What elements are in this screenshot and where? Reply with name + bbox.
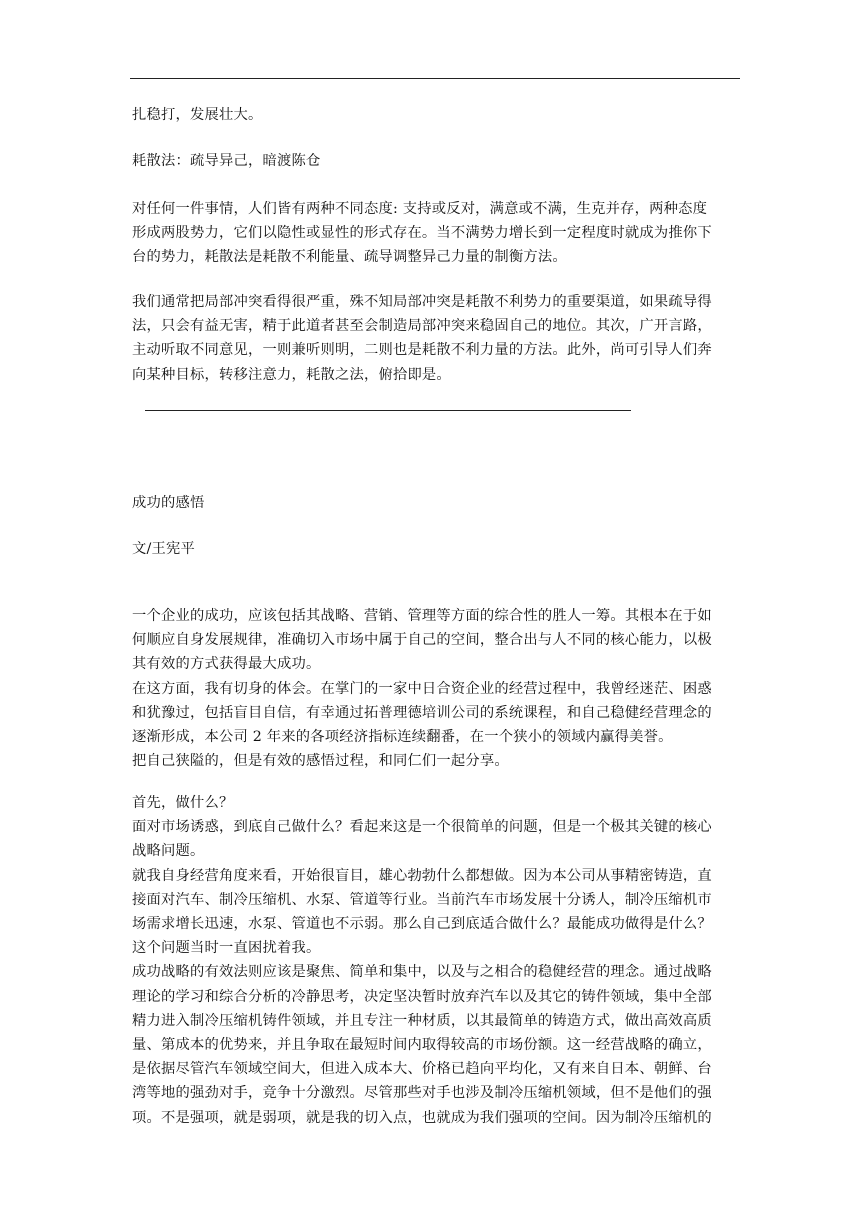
section-divider	[145, 410, 631, 411]
paragraph-dissipation-2	[132, 290, 740, 387]
prev-section-tail	[132, 103, 740, 127]
heading-text: 耗散法：疏导异己，暗渡陈仓	[132, 153, 321, 169]
text-line: 逐渐形成，本公司 2 年来的各项经济指标连续翻番，在一个狭小的领域内赢得美誉。	[132, 729, 673, 746]
text-line: 成功战略的有效法则应该是聚焦、简单和集中，以及与之相合的稳健经营的理念。通过战略	[132, 964, 712, 981]
text-line: 扎稳打，发展壮大。	[132, 107, 263, 123]
text-line: 这个问题当时一直困扰着我。	[132, 940, 321, 957]
text-line: 接面对汽车、制冷压缩机、水泵、管道等行业。当前汽车市场发展十分诱人，制冷压缩机市	[132, 891, 712, 908]
text-line: 台的势力，耗散法是耗散不利能量、疏导调整异己力量的制衡方法。	[132, 249, 567, 266]
article-body	[132, 791, 740, 1130]
text-line: 在这方面，我有切身的体会。在掌门的一家中日合资企业的经营过程中，我曾经迷茫、困惑	[132, 680, 712, 697]
text-line: 理论的学习和综合分析的冷静思考，决定坚决暂时放弃汽车以及其它的铸件领域，集中全部	[132, 988, 712, 1005]
header-rule	[130, 78, 740, 79]
text-line: 首先，做什么？	[132, 795, 234, 811]
text-line: 场需求增长迅速，水泵、管道也不示弱。那么自己到底适合做什么？最能成功做得是什么？	[132, 916, 712, 933]
paragraph-dissipation-1	[132, 197, 740, 270]
text-line: 向某种目标，转移注意力，耗散之法，俯拾即是。	[132, 366, 451, 383]
article-author	[132, 537, 740, 561]
text-line: 何顺应自身发展规律，准确切入市场中属于自己的空间，整合出与人不同的核心能力，以极	[132, 632, 712, 649]
text-line: 主动听取不同意见，一则兼听则明，二则也是耗散不利力量的方法。此外，尚可引导人们奔	[132, 342, 712, 359]
text-line: 把自己狭隘的，但是有效的感悟过程，和同仁们一起分享。	[132, 753, 509, 770]
text-line: 和犹豫过，包括盲目自信，有幸通过拓普理德培训公司的系统课程，和自己稳健经营理念的	[132, 704, 712, 721]
text-line: 是依据尽管汽车领域空间大，但进入成本大、价格已趋向平均化，又有来自日本、朝鲜、台	[132, 1061, 712, 1078]
text-line: 精力进入制冷压缩机铸件领域，并且专注一种材质，以其最简单的铸造方式，做出高效高质	[132, 1012, 712, 1029]
article-title	[132, 491, 740, 515]
text-line: 形成两股势力，它们以隐性或显性的形式存在。当不满势力增长到一定程度时就成为推你下	[132, 225, 712, 242]
title-text: 成功的感悟	[132, 495, 205, 511]
text-line: 法，只会有益无害，精于此道者甚至会制造局部冲突来稳固自己的地位。其次，广开言路，	[132, 318, 712, 335]
text-line: 其有效的方式获得最大成功。	[132, 656, 321, 673]
text-line: 面对市场诱惑，到底自己做什么？看起来这是一个很简单的问题，但是一个极其关键的核心	[132, 819, 712, 836]
author-text: 文/王宪平	[132, 541, 196, 557]
section-heading	[132, 149, 740, 173]
text-line: 湾等地的强劲对手，竞争十分激烈。尽管那些对手也涉及制冷压缩机领域，但不是他们的强	[132, 1085, 712, 1102]
text-line: 对任何一件事情，人们皆有两种不同态度: 支持或反对，满意或不满，生克并存，两种态度	[132, 201, 708, 217]
text-line: 战略问题。	[132, 843, 205, 860]
text-line: 项。不是强项，就是弱项，就是我的切入点，也就成为我们强项的空间。因为制冷压缩机的	[132, 1109, 712, 1126]
text-line: 一个企业的成功，应该包括其战略、营销、管理等方面的综合性的胜人一筹。其根本在于如	[132, 608, 712, 624]
article-intro	[132, 604, 740, 773]
text-line: 量、第成本的优势来，并且争取在最短时间内取得较高的市场份额。这一经营战略的确立，	[132, 1037, 712, 1054]
text-line: 我们通常把局部冲突看得很严重，殊不知局部冲突是耗散不利势力的重要渠道，如果疏导得	[132, 294, 712, 310]
text-line: 就我自身经营角度来看，开始很盲目，雄心勃勃什么都想做。因为本公司从事精密铸造，直	[132, 867, 712, 884]
